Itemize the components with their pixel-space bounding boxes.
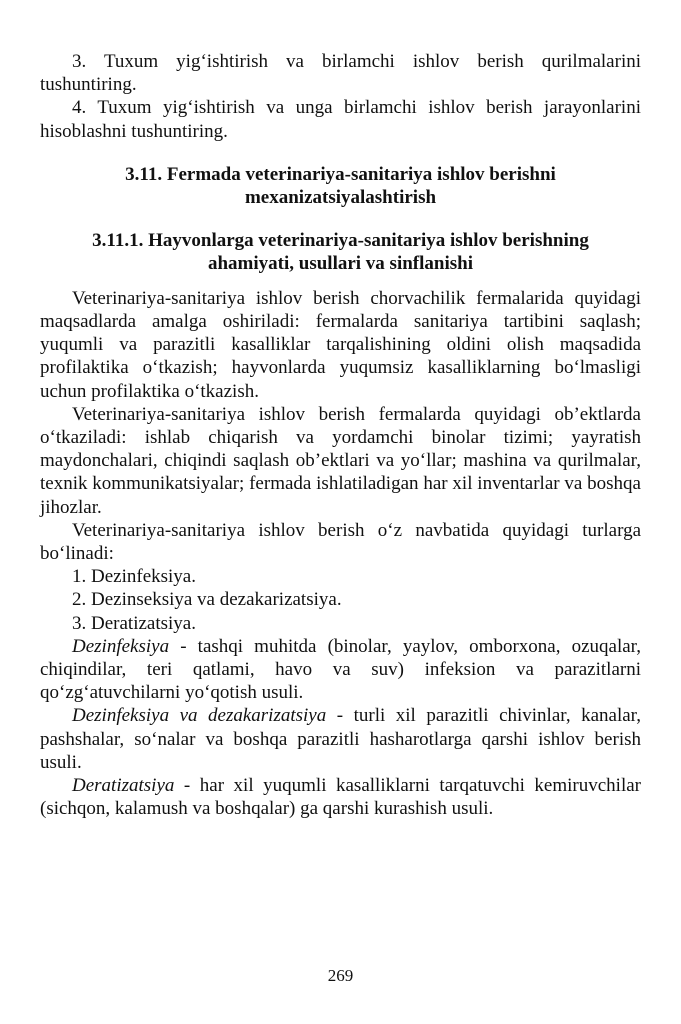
definition-text: - turli xil parazitli chivinlar, kanalar, pashshalar, so‘nalar va boshqa parazitli hasharotlarga qarshi ishlov berish usuli. (40, 705, 641, 773)
definition-term: Dezinfeksiya va dezakarizatsiya (72, 705, 327, 727)
intro-item-4: 4. Tuxum yig‘ishtirish va unga birlamchi ishlov berish jarayonlarini hisoblashni tushuntiring. (40, 97, 641, 142)
paragraph-objects: Veterinariya-sanitariya ishlov berish fermalarda quyidagi ob’ektlarda o‘tkaziladi: ishlab chiqarish va yordamchi binolar tizimi; yayratish maydonchalari, chiqindi saqlash ob’ektlari va yo‘llar; mashina va qurilmalar, texnik kommunikatsiyalar; fermada ishlatiladigan har xil inventarlar va boshqa jihozlar. (40, 403, 641, 518)
section-heading-line2: mexanizatsiyalashtirish (244, 186, 437, 208)
definition-text: - har xil yuqumli kasalliklarni tarqatuvchi kemiruvchilar (sichqon, kalamush va boshqalar) ga qarshi kurashish usuli. (40, 775, 641, 820)
definition-dezinfeksiya (40, 635, 641, 705)
page-number: 269 (327, 966, 354, 985)
definition-term: Dezinfeksiya (72, 635, 170, 657)
paragraph-purpose: Veterinariya-sanitariya ishlov berish chorvachilik fermalarida quyidagi maqsadlarda amalga oshiriladi: fermalarda sanitariya tartibini saqlash; yuqumli va parazitli kasalliklar tarqalishining oldini olish maqsadida profilaktika o‘tkazish; hayvonlarda yuqumsiz kasalliklarning bo‘lmasligi uchun profilaktika o‘tkazish. (40, 287, 641, 402)
types-list-item: 3. Deratizatsiya. (72, 612, 196, 634)
subsection-heading-line1: 3.11.1. Hayvonlarga veterinariya-sanitariya ishlov berishning (92, 229, 589, 251)
types-list-item: 2. Dezinseksiya va dezakarizatsiya. (72, 589, 342, 611)
paragraph-types-intro: Veterinariya-sanitariya ishlov berish o‘z navbatida quyidagi turlarga bo‘linadi: (40, 519, 641, 565)
section-heading (40, 163, 641, 209)
definition-term: Deratizatsiya (72, 775, 175, 797)
definition-deratizatsiya (40, 774, 641, 820)
section-heading-line1: 3.11. Fermada veterinariya-sanitariya ishlov berishni (125, 163, 556, 185)
subsection-heading-line2: ahamiyati, usullari va sinflanishi (207, 252, 473, 274)
definition-text: - tashqi muhitda (binolar, yaylov, omborxona, ozuqalar, chiqindilar, teri qatlami, havo va suv) infeksion va parazitlarni qo‘zg‘atuvchilarni yo‘qotish usuli. (40, 635, 641, 704)
intro-item-3: 3. Tuxum yig‘ishtirish va birlamchi ishlov berish qurilmalarini tushuntiring. (40, 51, 641, 96)
definition-dezinseksiya (40, 704, 641, 774)
subsection-heading (40, 229, 641, 275)
types-list-item: 1. Dezinfeksiya. (72, 566, 196, 588)
page-body (40, 50, 641, 820)
